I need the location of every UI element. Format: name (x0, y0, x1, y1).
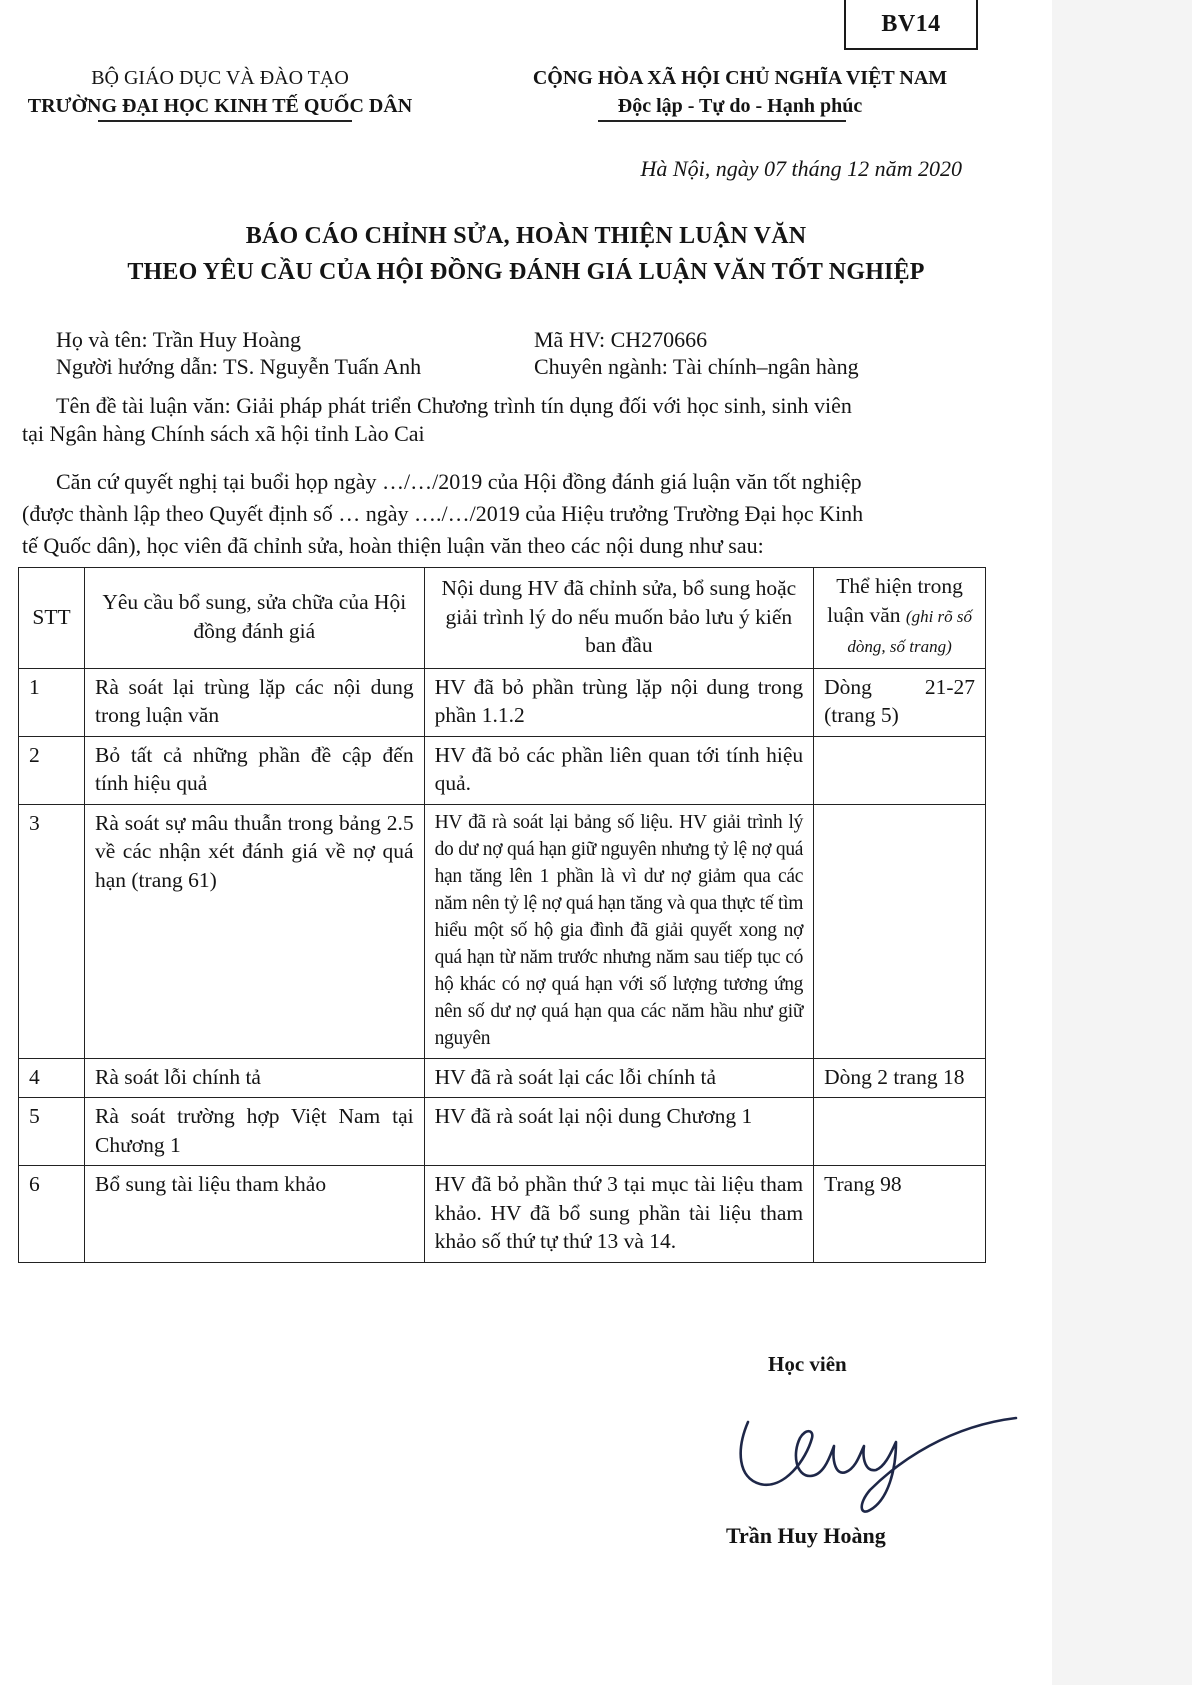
row-location: Trang 98 (814, 1166, 986, 1263)
report-title-line1: BÁO CÁO CHỈNH SỬA, HOÀN THIỆN LUẬN VĂN (245, 223, 807, 249)
row-stt: 4 (19, 1058, 85, 1098)
row-location: Dòng 21-27 (trang 5) (814, 668, 986, 736)
national-motto: Độc lập - Tự do - Hạnh phúc (617, 95, 863, 117)
table-row (19, 1058, 986, 1098)
country-name: CỘNG HÒA XÃ HỘI CHỦ NGHĨA VIỆT NAM (532, 67, 948, 89)
header-stt: STT (19, 568, 85, 669)
row-response: HV đã rà soát lại bảng số liệu. HV giải trình lý do dư nợ quá hạn giữ nguyên nhưng tỷ lệ nợ quá hạn tăng lên 1 phần là vì dư nợ giảm qua các năm nên tỷ lệ nợ quá hạn tăng và qua thực tế tìm hiểu một số hộ gia đình đã giải quyết xong nợ quá hạn từ năm trước nhưng năm sau tiếp tục có hộ khác có nợ quá hạn với số lượng tương ứng nên số dư nợ quá hạn qua các năm hầu như giữ nguyên (424, 804, 814, 1058)
signer-role: Học viên (768, 1352, 847, 1376)
handwritten-signature (720, 1380, 1020, 1520)
ministry-header (0, 64, 440, 120)
table-header-row (19, 568, 986, 669)
row-stt: 5 (19, 1098, 85, 1166)
thesis-title-line2: tại Ngân hàng Chính sách xã hội tỉnh Lào Cai (22, 421, 425, 446)
basis-line3: tế Quốc dân), học viên đã chỉnh sửa, hoàn thiện luận văn theo các nội dung như sau: (22, 533, 764, 558)
table-row (19, 736, 986, 804)
table-row (19, 668, 986, 736)
basis-line2: (được thành lập theo Quyết định số … ngày …./…/2019 của Hiệu trưởng Trường Đại học Kinh (22, 501, 864, 526)
row-request: Bỏ tất cả những phần đề cập đến tính hiệu quả (84, 736, 424, 804)
national-header (470, 64, 1010, 120)
row-response: HV đã bỏ các phần liên quan tới tính hiệu quả. (424, 736, 814, 804)
row-stt: 1 (19, 668, 85, 736)
row-request: Rà soát lại trùng lặp các nội dung trong luận văn (84, 668, 424, 736)
signer-name: Trần Huy Hoàng (726, 1523, 886, 1548)
row-response: HV đã bỏ phần trùng lặp nội dung trong phần 1.1.2 (424, 668, 814, 736)
student-id: Mã HV: CH270666 (534, 327, 708, 352)
form-code: BV14 (881, 10, 941, 37)
ministry-name: BỘ GIÁO DỤC VÀ ĐÀO TẠO (91, 67, 349, 89)
university-name: TRƯỜNG ĐẠI HỌC KINH TẾ QUỐC DÂN (27, 95, 413, 117)
header-response: Nội dung HV đã chỉnh sửa, bổ sung hoặc giải trình lý do nếu muốn bảo lưu ý kiến ban đầu (424, 568, 814, 669)
table-row (19, 1166, 986, 1263)
document-date: Hà Nội, ngày 07 tháng 12 năm 2020 (640, 156, 962, 181)
header-location (814, 568, 986, 669)
row-response: HV đã rà soát lại các lỗi chính tả (424, 1058, 814, 1098)
row-request: Rà soát trường hợp Việt Nam tại Chương 1 (84, 1098, 424, 1166)
table-row (19, 1098, 986, 1166)
table-row (19, 804, 986, 1058)
page-margin-band (1052, 0, 1192, 1685)
student-name: Họ và tên: Trần Huy Hoàng (56, 327, 302, 352)
report-title-line2: THEO YÊU CẦU CỦA HỘI ĐỒNG ĐÁNH GIÁ LUẬN VĂN TỐT NGHIỆP (127, 259, 925, 285)
row-location (814, 1098, 986, 1166)
major: Chuyên ngành: Tài chính–ngân hàng (534, 354, 859, 379)
header-location-label: Thể hiện trong luận văn (827, 574, 963, 627)
row-location (814, 736, 986, 804)
row-request: Rà soát lỗi chính tả (84, 1058, 424, 1098)
row-stt: 3 (19, 804, 85, 1058)
row-response: HV đã bỏ phần thứ 3 tại mục tài liệu tham khảo. HV đã bổ sung phần tài liệu tham khảo số thứ tự thứ 13 và 14. (424, 1166, 814, 1263)
motto-underline (598, 120, 846, 122)
basis-line1: Căn cứ quyết nghị tại buổi họp ngày …/…/2019 của Hội đồng đánh giá luận văn tốt nghiệp (56, 469, 862, 494)
row-request: Bổ sung tài liệu tham khảo (84, 1166, 424, 1263)
row-stt: 2 (19, 736, 85, 804)
header-request: Yêu cầu bổ sung, sửa chữa của Hội đồng đánh giá (84, 568, 424, 669)
row-request: Rà soát sự mâu thuẫn trong bảng 2.5 về các nhận xét đánh giá về nợ quá hạn (trang 61) (84, 804, 424, 1058)
row-stt: 6 (19, 1166, 85, 1263)
thesis-title-line1: Tên đề tài luận văn: Giải pháp phát triển Chương trình tín dụng đối với học sinh, sinh viên (56, 393, 852, 418)
university-underline (98, 120, 352, 122)
report-title (0, 218, 1052, 290)
header-location-note: (ghi rõ số dòng, số trang) (847, 606, 973, 656)
form-code-box (844, 0, 978, 50)
revision-table (18, 567, 986, 1263)
row-location: Dòng 2 trang 18 (814, 1058, 986, 1098)
row-location (814, 804, 986, 1058)
supervisor: Người hướng dẫn: TS. Nguyễn Tuấn Anh (56, 354, 422, 379)
row-response: HV đã rà soát lại nội dung Chương 1 (424, 1098, 814, 1166)
